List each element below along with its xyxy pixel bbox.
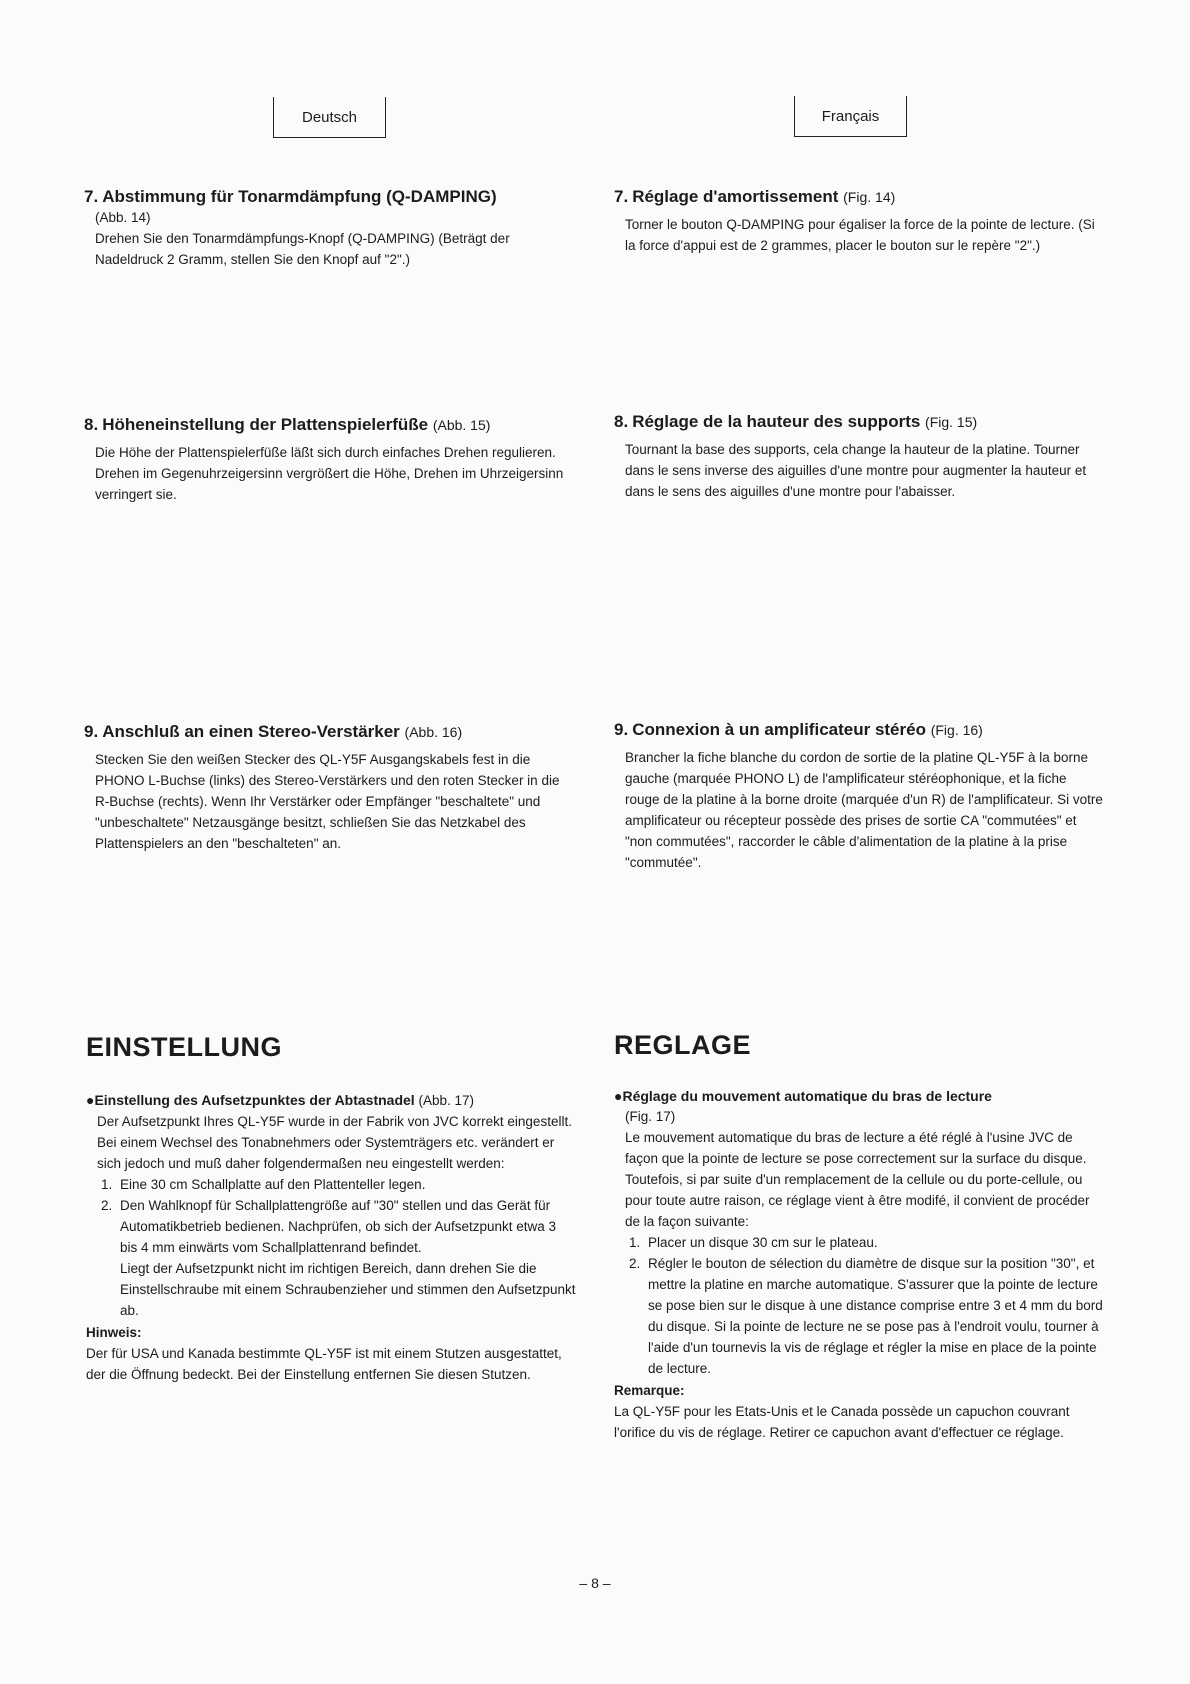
- step-1: [644, 1232, 1104, 1253]
- step-2: [116, 1195, 576, 1321]
- adjustment-title-text: ●Réglage du mouvement automatique du bras de lecture: [614, 1088, 992, 1104]
- section-title: [84, 186, 574, 208]
- section-body: Stecken Sie den weißen Stecker des QL-Y5F Ausgangskabels fest in die PHONO L-Buchse (links) des Stereo-Verstärkers und den roten Stecker in die R-Buchse (rechts). Wenn Ihr Verstärker oder Empfänger "beschaltete" und "unbeschaltete" Netzausgänge besitzt, schließen Sie das Netzkabel des Plattenspielers an den "beschalteten" an.: [95, 752, 560, 851]
- section-title-text: Anschluß an einen Stereo-Verstärker: [102, 722, 400, 741]
- adjustment-title: [614, 1086, 1104, 1107]
- figure-reference: (Fig. 15): [925, 414, 978, 430]
- section-title-text: Abstimmung für Tonarmdämpfung (Q-DAMPING): [102, 187, 497, 206]
- section-number: 9.: [84, 722, 99, 741]
- step-text: Den Wahlknopf für Schallplattengröße auf "30" stellen und das Gerät für Automatikbetrieb bedienen. Nachprüfen, ob sich der Aufsetzpunkt etwa 3 bis 4 mm einwärts vom Schallplattenrand befindet.: [120, 1198, 557, 1255]
- page-number: – 8 –: [579, 1575, 611, 1591]
- step-1: [116, 1174, 576, 1195]
- section-number: 8.: [84, 415, 99, 434]
- section-title: [614, 719, 1104, 741]
- section-title-text: Connexion à un amplificateur stéréo: [632, 720, 926, 739]
- section-title: [614, 411, 1104, 433]
- figure-reference: (Abb. 15): [432, 417, 491, 433]
- section-title: [84, 414, 574, 436]
- adjustment-title: [86, 1090, 576, 1111]
- language-label-francais: [794, 96, 907, 137]
- step-note: Liegt der Aufsetzpunkt nicht im richtigen Bereich, dann drehen Sie die Einstellschraube mit einem Schraubenzieher und stimmen den Aufsetzpunkt ab.: [120, 1261, 576, 1318]
- figure-reference: (Abb. 17): [418, 1093, 474, 1108]
- figure-reference: (Fig. 16): [930, 722, 983, 738]
- step-text: Régler le bouton de sélection du diamètre de disque sur la position "30", et mettre la platine en marche automatique. S'assurer que la pointe de lecture se pose bien sur le disque à une distance comprise entre 3 et 4 mm du bord du disque. Si la pointe de lecture ne se pose pas à l'endroit voulu, tourner à l'aide d'un tournevis la vis de réglage et régler la mise en place de la pointe de lecture.: [648, 1256, 1103, 1376]
- section-title-text: Réglage de la hauteur des supports: [632, 412, 921, 431]
- figure-reference: (Abb. 16): [404, 724, 463, 740]
- adjustment-body: Le mouvement automatique du bras de lecture a été réglé à l'usine JVC de façon que la pointe de lecture se pose correctement sur la surface du disque. Toutefois, si par suite d'un remplacement de la cellule ou du porte-cellule, ou pour toute autre raison, ce réglage vient à être modifé, il convient de procéder de la façon suivante:: [625, 1130, 1090, 1229]
- adjustment-body: Der Aufsetzpunkt Ihres QL-Y5F wurde in der Fabrik von JVC korrekt eingestellt. Bei einem Wechsel des Tonabnehmers oder Systemträgers etc. verändert er sich jedoch und muß daher folgendermaßen neu eingestellt werden:: [97, 1114, 572, 1171]
- adjustment-section-fr: [614, 1086, 1104, 1443]
- section-title-text: Réglage d'amortissement: [632, 187, 839, 206]
- section-title: [84, 721, 574, 743]
- step-text: Placer un disque 30 cm sur le plateau.: [648, 1235, 878, 1250]
- heading-einstellung: EINSTELLUNG: [86, 1032, 283, 1062]
- section-body: Die Höhe der Plattenspielerfüße läßt sich durch einfaches Drehen regulieren. Drehen im Gegenuhrzeigersinn vergrößert die Höhe, Drehen im Uhrzeigersinn verringert sie.: [95, 445, 564, 502]
- section-body: Tournant la base des supports, cela change la hauteur de la platine. Tourner dans le sens inverse des aiguilles d'une montre pour augmenter la hauteur et dans le sens des aiguilles d'une montre pour l'abaisser.: [625, 442, 1087, 499]
- figure-reference: (Fig. 17): [625, 1109, 676, 1124]
- section-9-fr: [614, 719, 1104, 873]
- section-title-text: Höheneinstellung der Plattenspielerfüße: [102, 415, 429, 434]
- section-body: Torner le bouton Q-DAMPING pour égaliser la force de la pointe de lecture. (Si la force d'appui est de 2 grammes, placer le bouton sur le repère "2".): [625, 217, 1095, 253]
- adjustment-steps: [614, 1232, 1104, 1379]
- note-body: Der für USA und Kanada bestimmte QL-Y5F ist mit einem Stutzen ausgestattet, der die Öffnung bedeckt. Bei der Einstellung entfernen Sie diesen Stutzen.: [86, 1346, 562, 1382]
- adjustment-title-text: ●Einstellung des Aufsetzpunktes der Abtastnadel: [86, 1092, 415, 1108]
- step-2: [644, 1253, 1104, 1379]
- step-text: Eine 30 cm Schallplatte auf den Plattenteller legen.: [120, 1177, 426, 1192]
- section-8-de: [84, 414, 574, 505]
- section-8-fr: [614, 411, 1104, 502]
- language-label-text: Deutsch: [301, 108, 358, 126]
- section-body: Drehen Sie den Tonarmdämpfungs-Knopf (Q-DAMPING) (Beträgt der Nadeldruck 2 Gramm, stellen Sie den Knopf auf "2".): [95, 231, 510, 267]
- adjustment-steps: [86, 1174, 576, 1321]
- section-title: [614, 186, 1104, 208]
- figure-reference: (Abb. 14): [95, 210, 151, 225]
- section-body: Brancher la fiche blanche du cordon de sortie de la platine QL-Y5F à la borne gauche (marquée PHONO L) de l'amplificateur stéréophonique, et la fiche rouge de la platine à la borne droite (marquée d'un R) de l'amplificateur. Si votre amplificateur ou récepteur possède des prises de sortie CA "commutées" et "non commutées", raccorder le câble d'alimentation de la platine à la prise "commutée".: [625, 750, 1103, 870]
- section-number: 8.: [614, 412, 629, 431]
- section-7-de: [84, 186, 574, 270]
- section-number: 9.: [614, 720, 629, 739]
- language-label-deutsch: [273, 97, 386, 138]
- section-number: 7.: [84, 187, 99, 206]
- note-body: La QL-Y5F pour les Etats-Unis et le Canada possède un capuchon couvrant l'orifice du vis de réglage. Retirer ce capuchon avant d'effectuer ce réglage.: [614, 1404, 1070, 1440]
- figure-reference: (Fig. 14): [843, 189, 896, 205]
- section-number: 7.: [614, 187, 629, 206]
- note-label: Remarque:: [614, 1383, 685, 1398]
- section-7-fr: [614, 186, 1104, 256]
- section-9-de: [84, 721, 574, 854]
- language-label-text: Français: [821, 107, 880, 125]
- heading-reglage: REGLAGE: [614, 1030, 752, 1060]
- note-label: Hinweis:: [86, 1325, 142, 1340]
- adjustment-section-de: [86, 1090, 576, 1385]
